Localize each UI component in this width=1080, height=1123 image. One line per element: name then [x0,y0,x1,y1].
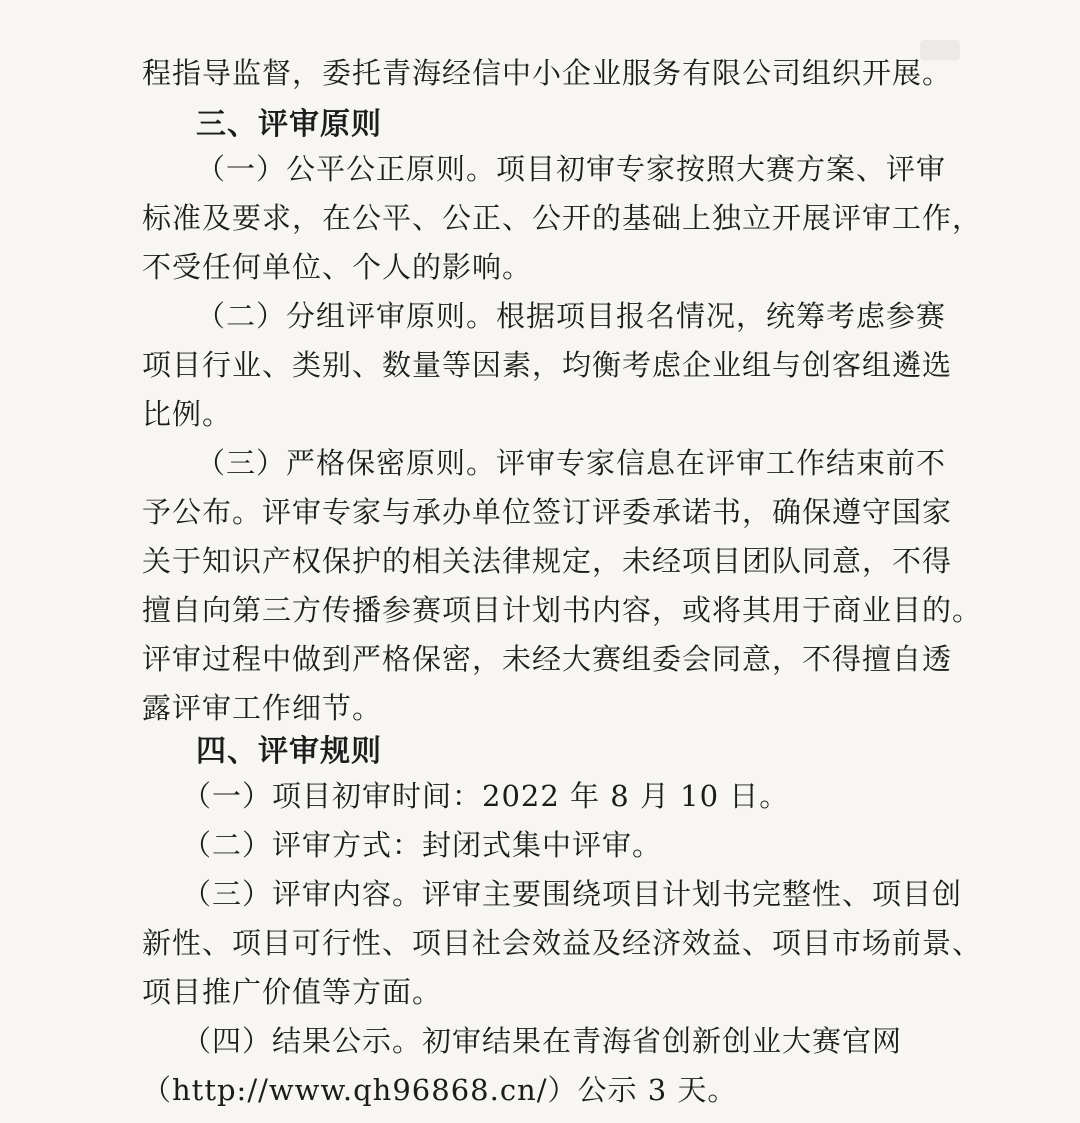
section-heading-principles: 三、评审原则 [196,107,382,142]
body-line-6: （二）分组评审原则。根据项目报名情况，统筹考虑参赛 [196,299,947,333]
body-line-18: （三）评审内容。评审主要围绕项目计划书完整性、项目创 [182,877,963,911]
body-line-21: （四）结果公示。初审结果在青海省创新创业大赛官网 [182,1024,903,1058]
body-line-19: 新性、项目可行性、项目社会效益及经济效益、项目市场前景、 [142,926,983,960]
body-line-1: 程指导监督，委托青海经信中小企业服务有限公司组织开展。 [142,56,953,90]
body-line-13: 评审过程中做到严格保密，未经大赛组委会同意，不得擅自透 [142,642,953,676]
body-line-12: 擅自向第三方传播参赛项目计划书内容，或将其用于商业目的。 [142,593,983,627]
body-line-8: 比例。 [142,397,233,431]
body-line-16: （一）项目初审时间：2022 年 8 月 10 日。 [182,779,790,813]
body-line-3: （一）公平公正原则。项目初审专家按照大赛方案、评审 [196,152,947,186]
body-line-20: 项目推广价值等方面。 [142,975,443,1009]
body-line-14: 露评审工作细节。 [142,691,383,725]
section-heading-rules: 四、评审规则 [196,734,382,769]
body-line-4: 标准及要求，在公平、公正、公开的基础上独立开展评审工作， [142,201,983,235]
body-line-22: （http://www.qh96868.cn/）公示 3 天。 [142,1073,738,1107]
body-line-5: 不受任何单位、个人的影响。 [142,250,533,284]
body-line-10: 予公布。评审专家与承办单位签订评委承诺书，确保遵守国家 [142,495,953,529]
body-line-11: 关于知识产权保护的相关法律规定，未经项目团队同意，不得 [142,544,953,578]
body-line-17: （二）评审方式：封闭式集中评审。 [182,828,663,862]
body-line-7: 项目行业、类别、数量等因素，均衡考虑企业组与创客组遴选 [142,348,953,382]
body-line-9: （三）严格保密原则。评审专家信息在评审工作结束前不 [196,446,947,480]
